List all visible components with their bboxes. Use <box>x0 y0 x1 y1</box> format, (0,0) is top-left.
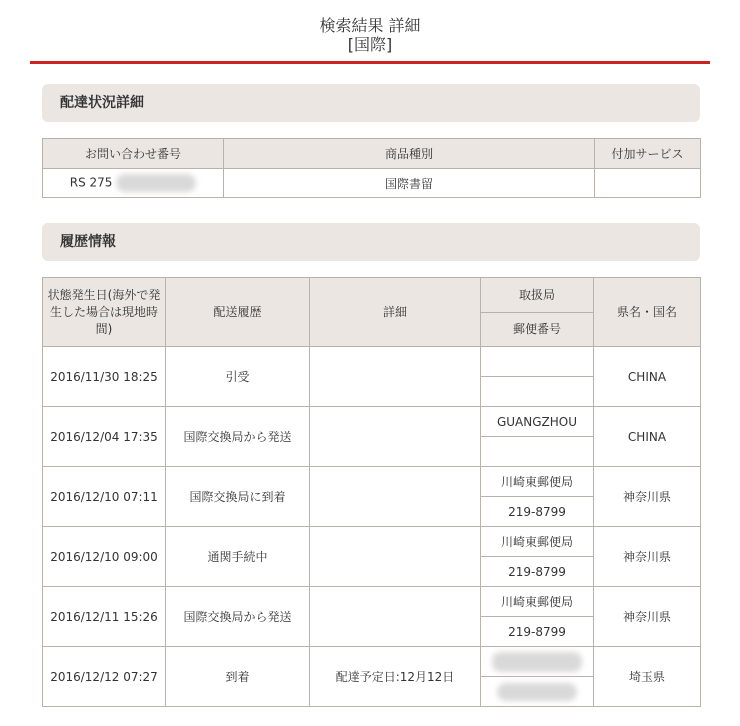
summary-header-row <box>43 139 701 169</box>
history-postal: 219-8799 <box>481 617 594 647</box>
page-title-line2: [国際] <box>347 35 393 54</box>
history-region: 神奈川県 <box>594 467 701 527</box>
history-region: CHINA <box>594 407 701 467</box>
summary-table <box>42 138 701 198</box>
history-header-row-top <box>43 278 701 313</box>
summary-row <box>43 169 701 198</box>
history-detail <box>310 467 481 527</box>
history-status: 国際交換局から発送 <box>166 407 310 467</box>
header-status: 配送履歴 <box>166 278 310 347</box>
history-date: 2016/11/30 18:25 <box>43 347 166 407</box>
history-office: 川崎東郵便局 <box>481 587 594 617</box>
history-detail <box>310 347 481 407</box>
redacted-office <box>492 652 582 672</box>
header-date-label: 状態発生日(海外で発生した場合は現地時間) <box>47 287 161 336</box>
history-region: CHINA <box>594 347 701 407</box>
history-office: 川崎東郵便局 <box>481 467 594 497</box>
history-office: 川崎東郵便局 <box>481 527 594 557</box>
history-office: GUANGZHOU <box>481 407 594 437</box>
history-date: 2016/12/10 09:00 <box>43 527 166 587</box>
header-office: 取扱局 <box>481 278 594 313</box>
history-postal-redacted <box>481 677 594 707</box>
history-postal <box>481 377 594 407</box>
history-detail <box>310 527 481 587</box>
redacted-postal <box>497 683 577 701</box>
history-status: 通関手続中 <box>166 527 310 587</box>
history-date: 2016/12/10 07:11 <box>43 467 166 527</box>
history-detail <box>310 407 481 467</box>
header-region: 県名・国名 <box>594 278 701 347</box>
history-row <box>43 467 701 497</box>
tracking-number-cell <box>43 169 224 198</box>
header-item-type: 商品種別 <box>224 139 595 169</box>
history-detail: 配達予定日:12月12日 <box>310 647 481 707</box>
history-row <box>43 587 701 617</box>
history-postal: 219-8799 <box>481 557 594 587</box>
history-row <box>43 527 701 557</box>
history-date: 2016/12/04 17:35 <box>43 407 166 467</box>
history-row <box>43 647 701 677</box>
header-additional-service: 付加サービス <box>595 139 701 169</box>
redacted-tracking-digits <box>116 174 196 192</box>
tracking-number-prefix: RS 275 <box>69 175 113 190</box>
item-type-cell: 国際書留 <box>224 169 595 198</box>
header-tracking-number: お問い合わせ番号 <box>43 139 224 169</box>
history-office-redacted <box>481 647 594 677</box>
history-region: 神奈川県 <box>594 587 701 647</box>
section-delivery-status: 配達状況詳細 <box>42 84 700 122</box>
history-region: 埼玉県 <box>594 647 701 707</box>
section-history: 履歴情報 <box>42 223 700 261</box>
page-title <box>0 0 740 56</box>
history-date: 2016/12/12 07:27 <box>43 647 166 707</box>
history-status: 国際交換局から発送 <box>166 587 310 647</box>
page-title-line1: 検索結果 詳細 <box>319 16 421 35</box>
header-detail: 詳細 <box>310 278 481 347</box>
history-region: 神奈川県 <box>594 527 701 587</box>
header-postal-code: 郵便番号 <box>481 313 594 347</box>
history-row <box>43 347 701 377</box>
history-office <box>481 347 594 377</box>
history-status: 到着 <box>166 647 310 707</box>
title-divider <box>30 61 710 64</box>
history-date: 2016/12/11 15:26 <box>43 587 166 647</box>
history-detail <box>310 587 481 647</box>
history-status: 引受 <box>166 347 310 407</box>
history-status: 国際交換局に到着 <box>166 467 310 527</box>
header-date <box>43 278 166 347</box>
additional-service-cell <box>595 169 701 198</box>
history-postal <box>481 437 594 467</box>
history-table <box>42 277 701 707</box>
history-row <box>43 407 701 437</box>
history-postal: 219-8799 <box>481 497 594 527</box>
